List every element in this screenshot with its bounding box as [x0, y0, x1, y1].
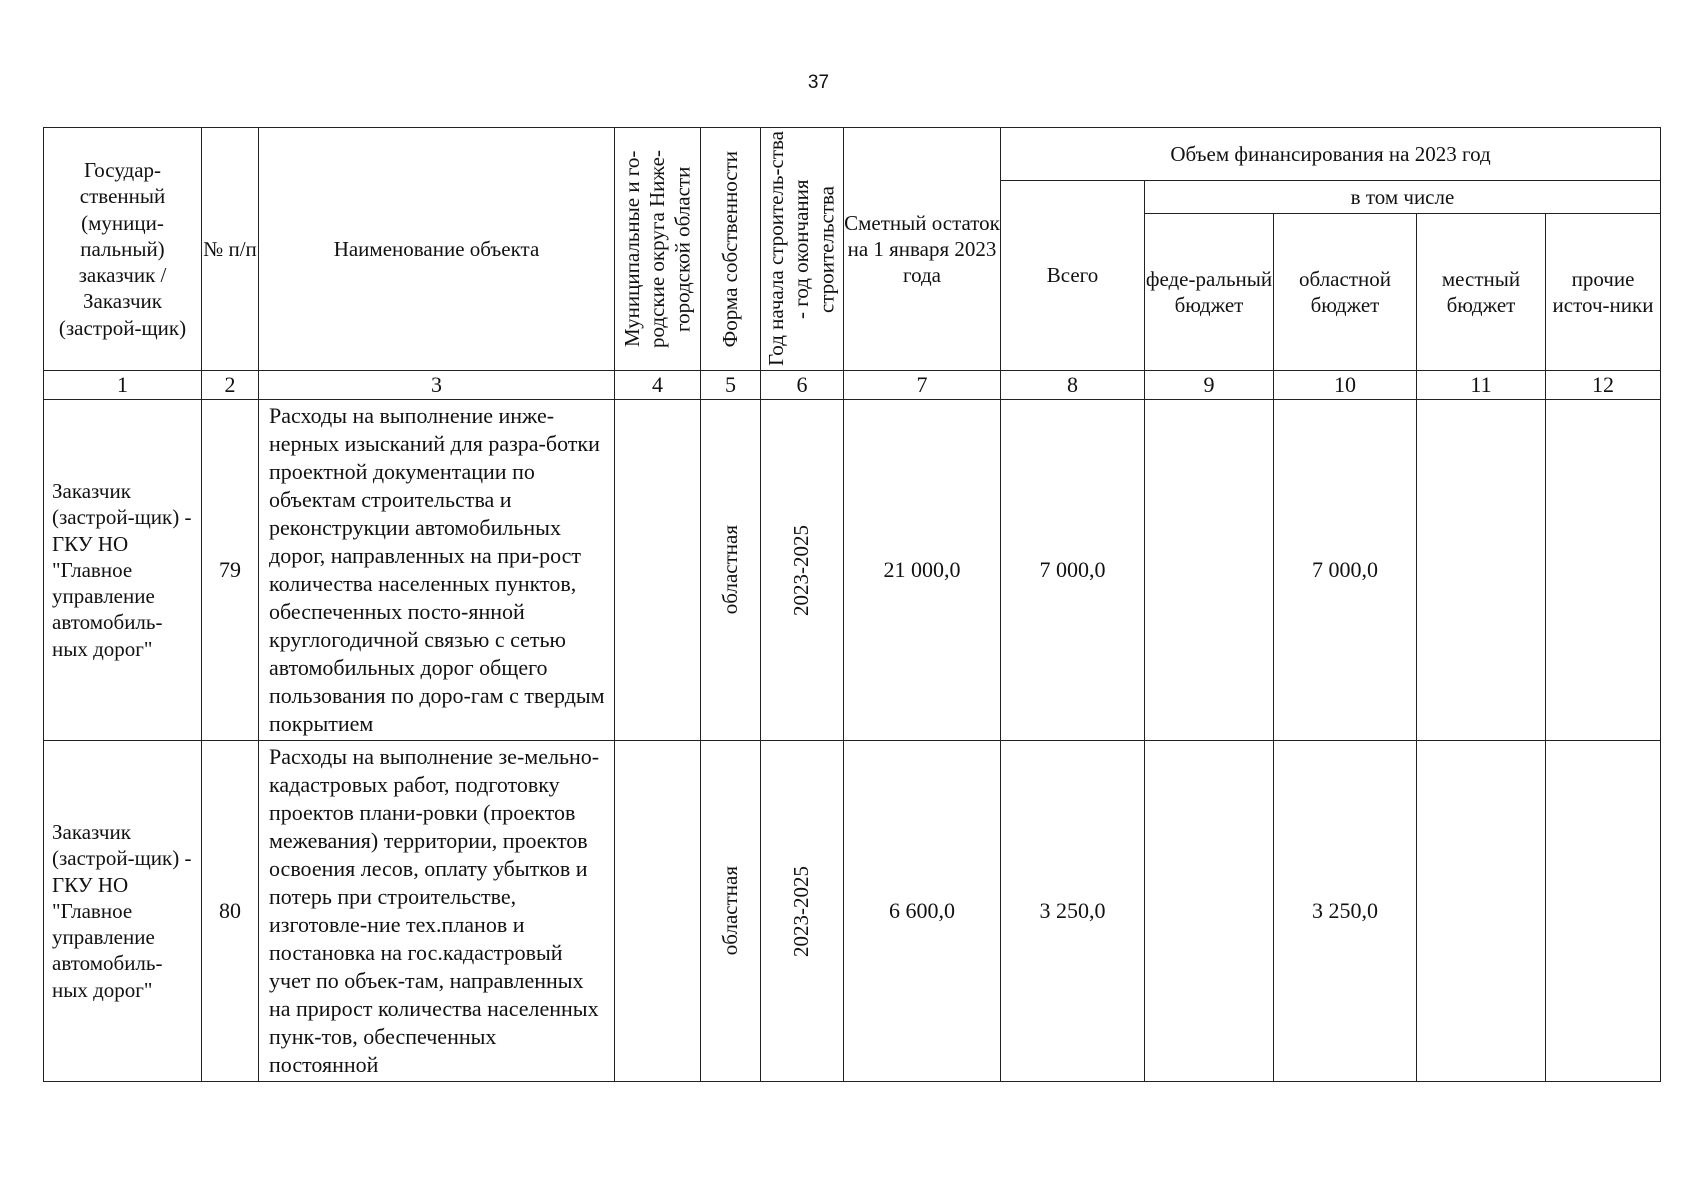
- row-years-text: 2023-2025: [789, 524, 814, 616]
- header-number: № п/п: [202, 128, 259, 371]
- header-funding-title: Объем финансирования на 2023 год: [1001, 128, 1661, 181]
- column-number: 2: [202, 371, 259, 400]
- row-ownership-text: областная: [717, 525, 742, 615]
- row-customer: Заказчик (застрой-щик) - ГКУ НО "Главное управление автомобиль-ных дорог": [44, 741, 202, 1082]
- page-number: 37: [807, 72, 830, 93]
- row-local: [1417, 400, 1546, 741]
- row-years: [761, 400, 844, 741]
- header-other: прочие источ-ники: [1546, 214, 1661, 371]
- funding-table: [43, 127, 1661, 1082]
- row-regional: 3 250,0: [1274, 741, 1417, 1082]
- row-number: 79: [202, 400, 259, 741]
- column-number: 1: [44, 371, 202, 400]
- row-municipal: [615, 400, 701, 741]
- column-number-row: [44, 371, 1661, 400]
- column-number: 8: [1001, 371, 1145, 400]
- column-number: 9: [1145, 371, 1274, 400]
- column-number: 4: [615, 371, 701, 400]
- header-object-name: Наименование объекта: [259, 128, 615, 371]
- row-remainder: 21 000,0: [844, 400, 1001, 741]
- header-local: местный бюджет: [1417, 214, 1546, 371]
- header-row-1: [44, 128, 1661, 181]
- row-years: [761, 741, 844, 1082]
- header-ownership: Форма собственности: [701, 128, 761, 371]
- row-federal: [1145, 400, 1274, 741]
- column-number: 6: [761, 371, 844, 400]
- column-number: 12: [1546, 371, 1661, 400]
- row-object-name: Расходы на выполнение зе-мельно-кадастровых работ, подготовку проектов плани-ровки (проектов межевания) территории, проектов освоения лесов, оплату убытков и потерь при строительстве, изготовле-ние тех.планов и постановка на гос.кадастровый учет по объек-там, направленных на прирост количества населенных пунк-тов, обеспеченных постоянной: [259, 741, 615, 1082]
- row-municipal: [615, 741, 701, 1082]
- header-including: в том числе: [1145, 181, 1661, 214]
- row-number: 80: [202, 741, 259, 1082]
- header-remainder: Сметный остаток на 1 января 2023 года: [844, 128, 1001, 371]
- row-ownership-text: областная: [717, 866, 742, 956]
- header-customer: Государ-ственный (муници-пальный) заказчик / Заказчик (застрой-щик): [44, 128, 202, 371]
- column-number: 5: [701, 371, 761, 400]
- header-regional: областной бюджет: [1274, 214, 1417, 371]
- column-number: 11: [1417, 371, 1546, 400]
- header-municipal: Муниципальные и го-родские округа Ниже-городской области: [615, 128, 701, 371]
- table-row: [44, 741, 1661, 1082]
- row-object-name: Расходы на выполнение инже-нерных изысканий для разра-ботки проектной документации по объектам строительства и реконструкции автомобильных дорог, направленных на при-рост количества населенных пунктов, обеспеченных посто-янной круглогодичной связью с сетью автомобильных дорог общего пользования по доро-гам с твердым покрытием: [259, 400, 615, 741]
- header-total: Всего: [1001, 181, 1145, 371]
- row-years-text: 2023-2025: [789, 865, 814, 957]
- row-customer: Заказчик (застрой-щик) - ГКУ НО "Главное управление автомобиль-ных дорог": [44, 400, 202, 741]
- row-remainder: 6 600,0: [844, 741, 1001, 1082]
- row-other: [1546, 741, 1661, 1082]
- header-years: Год начала строитель-ства - год окончания строительства: [761, 128, 844, 371]
- column-number: 3: [259, 371, 615, 400]
- row-ownership: [701, 741, 761, 1082]
- row-federal: [1145, 741, 1274, 1082]
- row-total: 7 000,0: [1001, 400, 1145, 741]
- table-row: [44, 400, 1661, 741]
- row-local: [1417, 741, 1546, 1082]
- row-regional: 7 000,0: [1274, 400, 1417, 741]
- row-ownership: [701, 400, 761, 741]
- header-federal: феде-ральный бюджет: [1145, 214, 1274, 371]
- column-number: 10: [1274, 371, 1417, 400]
- column-number: 7: [844, 371, 1001, 400]
- row-total: 3 250,0: [1001, 741, 1145, 1082]
- row-other: [1546, 400, 1661, 741]
